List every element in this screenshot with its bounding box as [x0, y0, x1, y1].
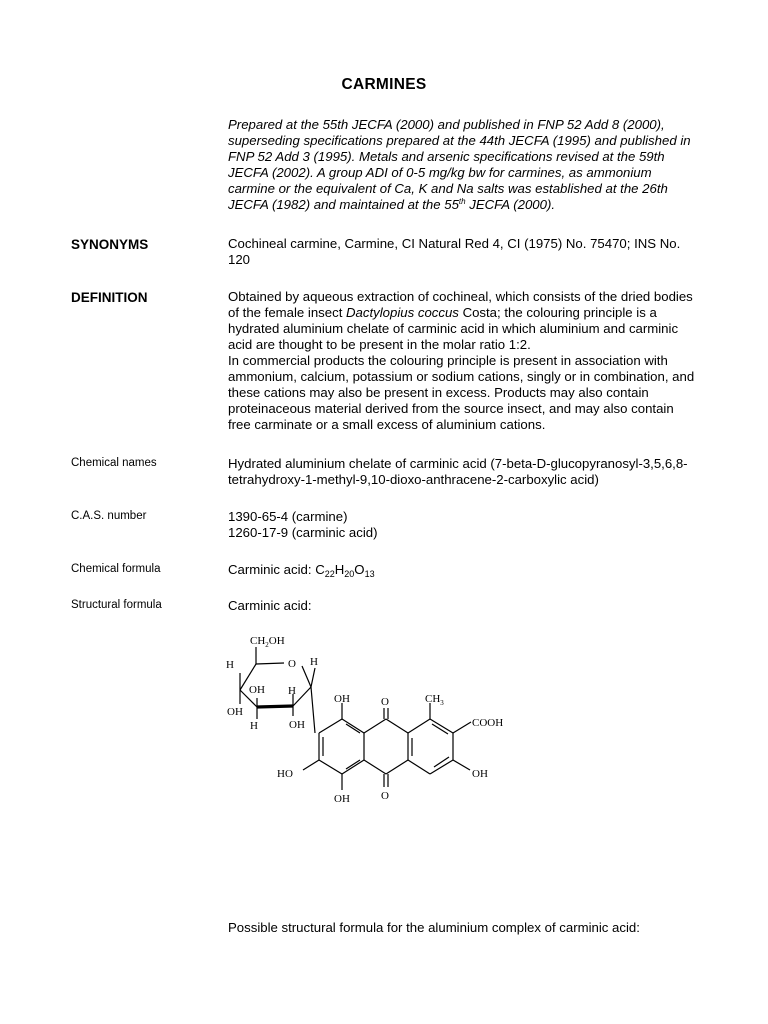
- cas-line1: 1390-65-4 (carmine): [228, 509, 348, 524]
- atom-o-bottom: O: [381, 790, 389, 802]
- cas-line2: 1260-17-9 (carminic acid): [228, 525, 378, 540]
- atom-ch3: $CH_3$: [425, 693, 444, 707]
- definition-label: DEFINITION: [71, 290, 148, 305]
- atom-oh-lower: OH: [334, 793, 350, 805]
- formula-c-count: 22: [324, 569, 335, 579]
- atom-oh-bottom: OH: [289, 719, 305, 731]
- intro-sup: th: [458, 197, 466, 206]
- intro-text: Prepared at the 55th JECFA (2000) and published in FNP 52 Add 8 (2000), superseding specifications prepared at the 44th JECFA (1995) and published in FNP 52 Add 3 (1995). Metals and arsenic specifications revised at the 59th JECFA (2002). A group ADI of 0-5 mg/kg bw for carmines, as ammonium carmine or the equivalent of Ca, K and Na salts was established at the 26th JECFA (1982) and maintained at the 55: [228, 117, 691, 212]
- atom-oh-top: OH: [334, 693, 350, 705]
- structural-formula-caption: Carminic acid:: [228, 598, 312, 613]
- page-title: CARMINES: [341, 76, 427, 93]
- atom-cooh: COOH: [472, 717, 504, 729]
- definition-p1b: Costa; the colouring principle is a hydrated aluminium chelate of carminic acid in which aluminium and carminic acid are thought to be present in the molar ratio 1:2.: [228, 305, 679, 352]
- atom-oh-ring: OH: [249, 684, 265, 696]
- atom-h-left: H: [226, 659, 234, 671]
- formula-o-count: 13: [364, 569, 375, 579]
- atom-h-anomeric: H: [310, 656, 318, 668]
- synonyms-value: Cochineal carmine, Carmine, CI Natural Red 4, CI (1975) No. 75470; INS No. 120: [228, 236, 681, 267]
- structural-formula-label: Structural formula: [71, 599, 162, 611]
- atom-o-top: O: [381, 696, 389, 708]
- atom-oh-left: OH: [227, 706, 243, 718]
- intro-tail: JECFA (2000).: [465, 197, 556, 212]
- atom-ch2oh: $CH_2OH$: [250, 635, 285, 649]
- cas-label: C.A.S. number: [71, 510, 147, 522]
- atom-ho-left: HO: [277, 768, 293, 780]
- synonyms-label: SYNONYMS: [71, 237, 149, 252]
- chemical-names-value: Hydrated aluminium chelate of carminic acid (7-beta-D-glucopyranosyl-3,5,6,8-tetrahydroxy-1-methyl-9,10-dioxo-anthracene-2-carboxylic acid): [228, 456, 688, 487]
- definition-p1a: Obtained by aqueous extraction of cochineal, which consists of the dried bodies of the female insect: [228, 289, 693, 320]
- formula-prefix: Carminic acid: C: [228, 562, 325, 577]
- chemical-formula-label: Chemical formula: [71, 563, 161, 575]
- atom-ring-o: O: [288, 658, 296, 670]
- chemical-names-label: Chemical names: [71, 457, 157, 469]
- formula-h: H: [334, 562, 345, 577]
- aluminium-complex-caption: Possible structural formula for the aluminium complex of carminic acid:: [228, 920, 640, 935]
- formula-o: O: [354, 562, 365, 577]
- atom-oh-right: OH: [472, 768, 488, 780]
- formula-h-count: 20: [344, 569, 355, 579]
- definition-p2: In commercial products the colouring principle is present in association with ammonium, calcium, potassium or sodium cations, singly or in combination, and these cations may also be present in excess. Products may also contain proteinaceous material derived from the source insect, and may also contain free carminate or a small excess of aluminium cations.: [228, 353, 695, 432]
- species-name: Dactylopius coccus: [346, 305, 459, 320]
- atom-h-ring: H: [288, 685, 296, 697]
- atom-h-bottom: H: [250, 720, 258, 732]
